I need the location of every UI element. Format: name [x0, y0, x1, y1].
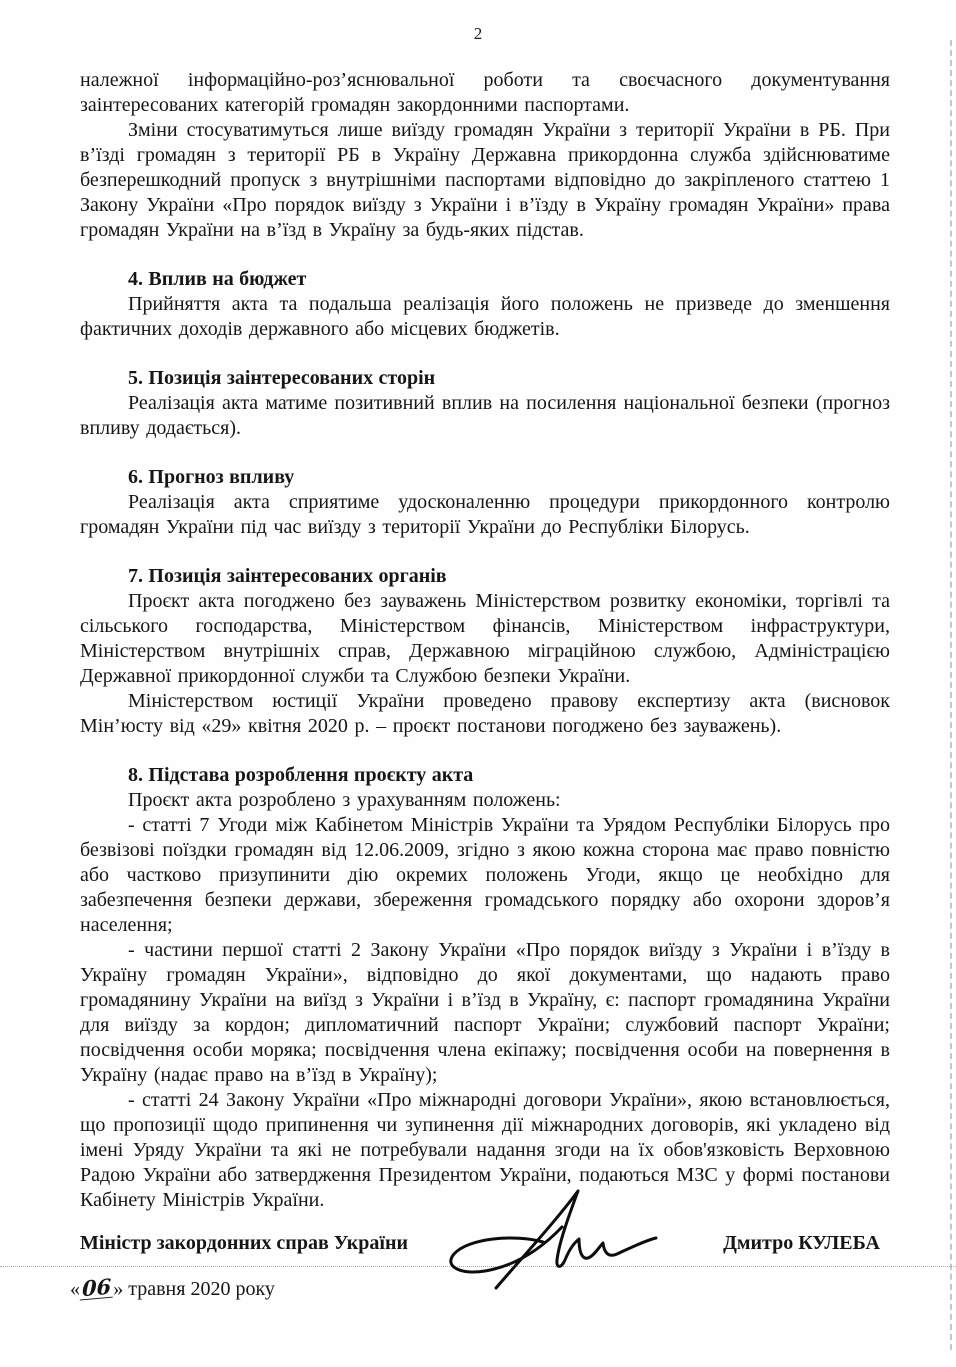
paragraph: Проєкт акта погоджено без зауважень Міністерством розвитку економіки, торгівлі та сільського господарства, Міністерством фінансів, Міністерством інфраструктури, Міністерством внутрішніх справ, Державною міграційною службою, Адміністрацією Державної прикордонної служби та Службою безпеки України.: [80, 590, 890, 687]
paragraph: Зміни стосуватимуться лише виїзду громадян України з території України в РБ. При в’їзді громадян з території РБ в Україну Державна прикордонна служба здійснюватиме безперешкодний пропуск з внутрішніми паспортами відповідно до закріпленого статтею 1 Закону України «Про порядок виїзду з України і в’їзду в Україну громадян України» права громадян України на в’їзд в Україну за будь-яких підстав.: [80, 119, 890, 241]
document-body: [80, 68, 890, 1213]
handwritten-day: 06: [81, 1273, 112, 1302]
section-heading-6: 6. Прогноз впливу: [128, 466, 295, 488]
section-heading-7: 7. Позиція заінтересованих органів: [128, 565, 447, 587]
signature-block: [0, 1212, 956, 1362]
date-open-quote: «: [70, 1278, 80, 1300]
date-close-quote: »: [113, 1278, 124, 1300]
paragraph: Прийняття акта та подальша реалізація його положень не призведе до зменшення фактичних доходів державного або місцевих бюджетів.: [80, 293, 890, 340]
section-heading-8: 8. Підстава розроблення проєкту акта: [128, 764, 474, 786]
handwritten-signature-icon: [440, 1180, 660, 1295]
list-item-paragraph: - статті 7 Угоди між Кабінетом Міністрів України та Урядом Республіки Білорусь про безвізові поїздки громадян від 12.06.2009, згідно з якою кожна сторона має право повністю або частково призупинити дію окремих положень Угоди, якщо це необхідно для забезпечення безпеки держави, збереження громадського порядку або охорони здоров’я населення;: [80, 814, 890, 936]
list-item-paragraph: - статті 24 Закону України «Про міжнародні договори України», якою встановлюється, що пропозиції щодо припинення чи зупинення дії міжнародних договорів, які укладено від імені Уряду України та які не потребували надання згоди на їх обов'язковість Верховною Радою України або затвердження Президентом України, подаються МЗС у формі постанови Кабінету Міністрів України.: [80, 1089, 890, 1211]
date-rest: травня 2020 року: [123, 1278, 275, 1300]
paragraph: Реалізація акта сприятиме удосконаленню процедури прикордонного контролю громадян України під час виїзду з території України до Республіки Білорусь.: [80, 491, 890, 538]
signer-role-label: Міністр закордонних справ України: [80, 1232, 409, 1254]
section-heading-4: 4. Вплив на бюджет: [128, 268, 307, 290]
paragraph: Міністерством юстиції України проведено правову експертизу акта (висновок Мін’юсту від «29» квітня 2020 р. – проєкт постанови погоджено без зауважень).: [80, 690, 890, 737]
paragraph: Реалізація акта матиме позитивний вплив на посилення національної безпеки (прогноз впливу додається).: [80, 392, 890, 439]
date-line: [70, 1273, 275, 1302]
paragraph: Проєкт акта розроблено з урахуванням положень:: [128, 789, 561, 811]
list-item-paragraph: - частини першої статті 2 Закону України «Про порядок виїзду з України і в’їзду в Україну громадян України», відповідно до якої документами, що надають право громадянину України на виїзд з України і в’їзд в Україну, є: паспорт громадянина України для виїзду за кордон; дипломатичний паспорт України; службовий паспорт України; посвідчення особи моряка; посвідчення члена екіпажу; посвідчення особи на повернення в Україну (надає право на в’їзд в Україну);: [80, 939, 890, 1086]
section-heading-5: 5. Позиція заінтересованих сторін: [128, 367, 436, 389]
scan-artifact-right-edge: [950, 40, 952, 1350]
signer-name: Дмитро КУЛЕБА: [723, 1232, 880, 1254]
paragraph-continuation: належної інформаційно-роз’яснювальної роботи та своєчасного документування заінтересованих категорій громадян закордонними паспортами.: [80, 69, 890, 116]
page-number: 2: [473, 24, 483, 43]
